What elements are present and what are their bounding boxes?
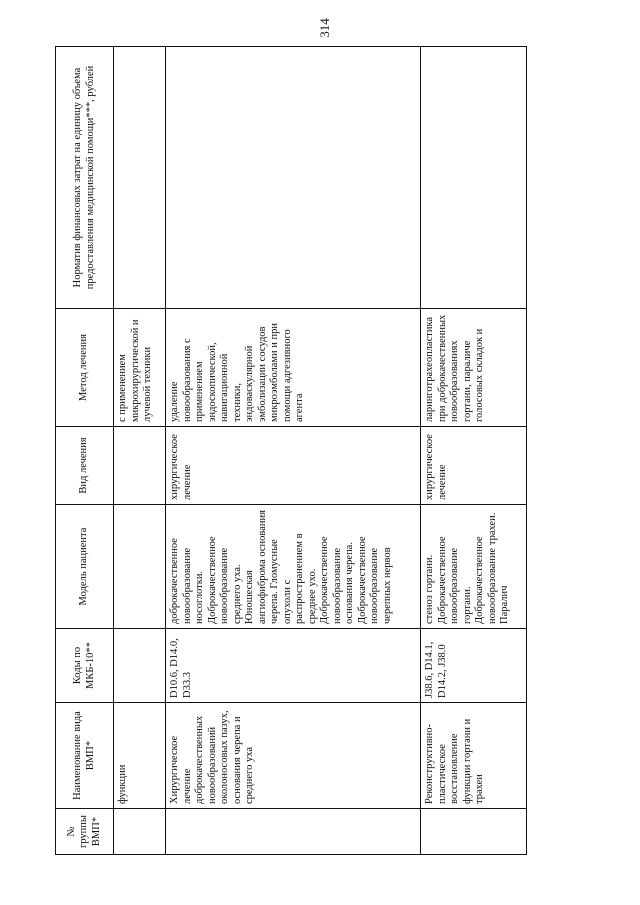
cell-icd-codes: J38.6, D14.1, D14.2, J38.0	[421, 629, 527, 703]
cell-patient-model	[114, 505, 166, 629]
cell-cost-norm	[114, 47, 166, 309]
cell-vmp-name: функции	[114, 703, 166, 809]
cell-patient-model: доброкачественное новообразование носоглотки. Доброкачественное новообразование среднего уха. Юношеская ангиофиброма основания черепа. Гломусные опухоли с распространением в среднее ухо. Доброкачественное новообразование основания черепа. Доброкачественное новообразование черепных нервов	[166, 505, 421, 629]
header-cost-norm: Норматив финансовых затрат на единицу объема предоставления медицинской помощи***, рублей	[56, 47, 114, 309]
cell-treatment-type: хирургическое лечение	[166, 427, 421, 505]
cell-treatment-method: с применением микрохирургической и лучевой техники	[114, 309, 166, 427]
cell-treatment-method: удаление новообразования с применением эндоскопической, навигационной техники, эндоваскулярной эмболизации сосудов микроэмболами и при помощи адгезивного агента	[166, 309, 421, 427]
cell-treatment-method: ларинготрахеопластика при доброкачественных новообразованиях гортани, параличе голосовых складок и	[421, 309, 527, 427]
cell-vmp-name: Реконструктивно-пластическое восстановление функции гортани и трахеи	[421, 703, 527, 809]
table-header-row	[56, 47, 114, 855]
page-number: 314	[317, 18, 332, 38]
vmp-table	[55, 46, 527, 855]
table-row	[166, 47, 421, 855]
header-treatment-type: Вид лечения	[56, 427, 114, 505]
cell-treatment-type	[114, 427, 166, 505]
header-treatment-method: Метод лечения	[56, 309, 114, 427]
header-vmp-name: Наименование вида ВМП*	[56, 703, 114, 809]
cell-treatment-type: хирургическое лечение	[421, 427, 527, 505]
header-icd-codes: Коды по МКБ-10**	[56, 629, 114, 703]
cell-icd-codes: D10.6, D14.0, D33.3	[166, 629, 421, 703]
cell-vmp-name: Хирургическое лечение доброкачественных новообразований околоносовых пазух, основания черепа и среднего уха	[166, 703, 421, 809]
cell-cost-norm	[421, 47, 527, 309]
cell-patient-model: стеноз гортани. Доброкачественное новообразование гортани. Доброкачественное новообразование трахеи. Паралич	[421, 505, 527, 629]
table-row	[421, 47, 527, 855]
header-group: № группы ВМП*	[56, 809, 114, 855]
vmp-table-container	[55, 47, 527, 855]
cell-cost-norm	[166, 47, 421, 309]
table-row	[114, 47, 166, 855]
header-patient-model: Модель пациента	[56, 505, 114, 629]
cell-group	[114, 809, 166, 855]
cell-icd-codes	[114, 629, 166, 703]
cell-group	[166, 809, 421, 855]
cell-group	[421, 809, 527, 855]
